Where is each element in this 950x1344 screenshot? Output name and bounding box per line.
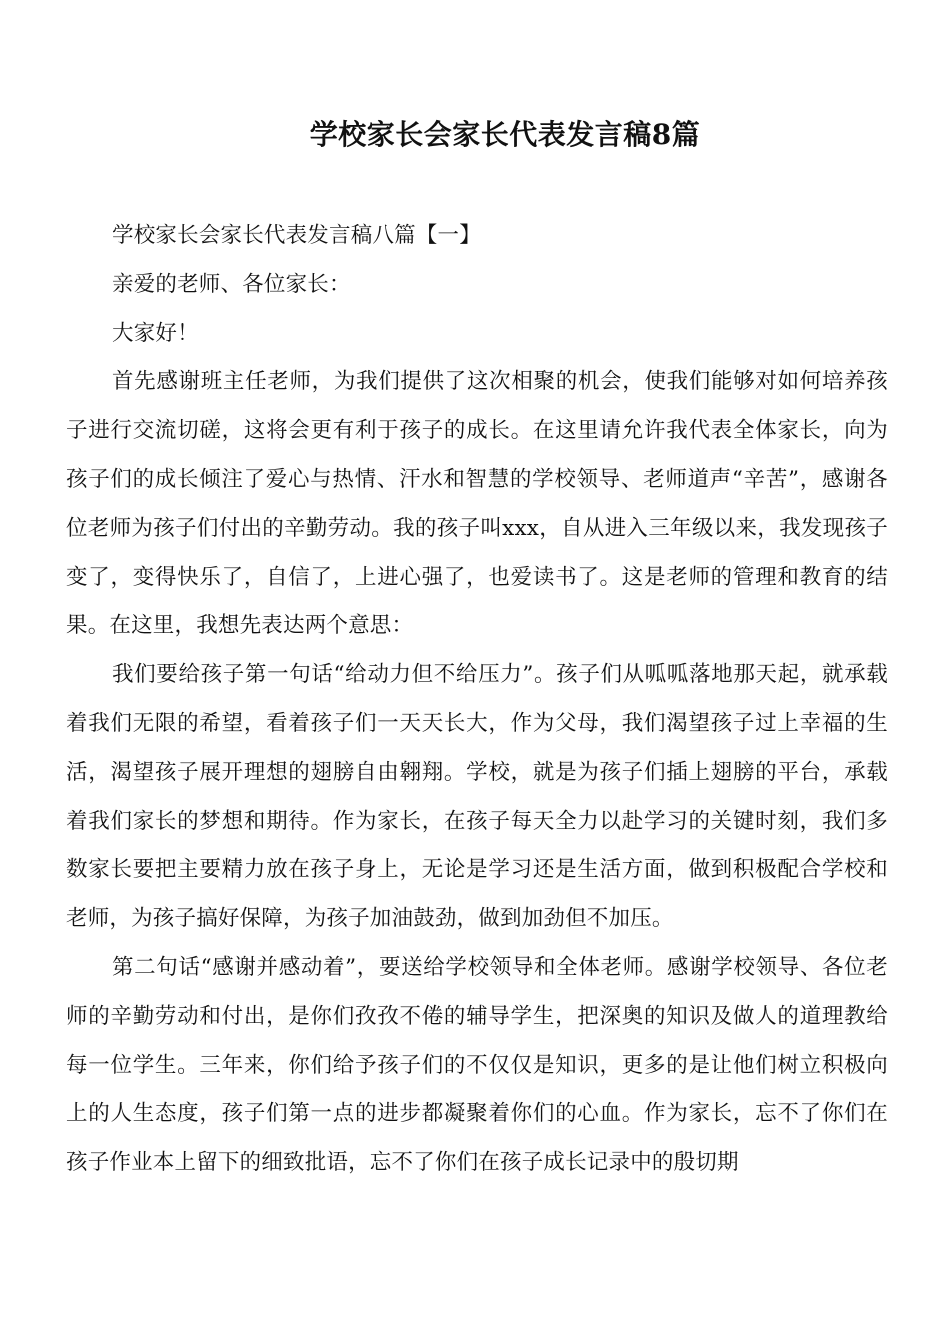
salutation: 亲爱的老师、各位家长： bbox=[112, 271, 351, 297]
section-heading: 学校家长会家长代表发言稿八篇【一】 bbox=[112, 223, 481, 248]
paragraph-second-message: 第二句话“感谢并感动着”，要送给学校领导和全体老师。感谢学校领导、各位老师的辛勤劳动和付出，是你们孜孜不倦的辅导学生，把深奥的知识及做人的道理教给每一位学生。三年来，你们给予孩子们的不仅仅是知识，更多的是让他们树立积极向上的人生态度，孩子们第一点的进步都凝聚着你们的心血。作为家长，忘不了你们在孩子作业本上留下的细致批语，忘不了你们在孩子成长记录中的殷切期 bbox=[66, 954, 888, 1176]
greeting: 大家好！ bbox=[112, 320, 199, 346]
document-title: 学校家长会家长代表发言稿8篇 bbox=[309, 117, 701, 151]
paragraph-first-message: 我们要给孩子第一句话“给动力但不给压力”。孩子们从呱呱落地那天起，就承载着我们无限的希望，看着孩子们一天天长大，作为父母，我们渴望孩子过上幸福的生活，渴望孩子展开理想的翅膀自由翱翔。学校，就是为孩子们插上翅膀的平台，承载着我们家长的梦想和期待。作为家长，在孩子每天全力以赴学习的关键时刻，我们多数家长要把主要精力放在孩子身上，无论是学习还是生活方面，做到积极配合学校和老师，为孩子搞好保障，为孩子加油鼓劲，做到加劲但不加压。 bbox=[66, 662, 888, 932]
paragraph-opening: 首先感谢班主任老师，为我们提供了这次相聚的机会，使我们能够对如何培养孩子进行交流切磋，这将会更有利于孩子的成长。在这里请允许我代表全体家长，向为孩子们的成长倾注了爱心与热情、汗水和智慧的学校领导、老师道声“辛苦”，感谢各位老师为孩子们付出的辛勤劳动。我的孩子叫xxx，自从进入三年级以来，我发现孩子变了，变得快乐了，自信了，上进心强了，也爱读书了。这是老师的管理和教育的结果。在这里，我想先表达两个意思： bbox=[66, 369, 888, 639]
document-body bbox=[66, 212, 888, 1188]
